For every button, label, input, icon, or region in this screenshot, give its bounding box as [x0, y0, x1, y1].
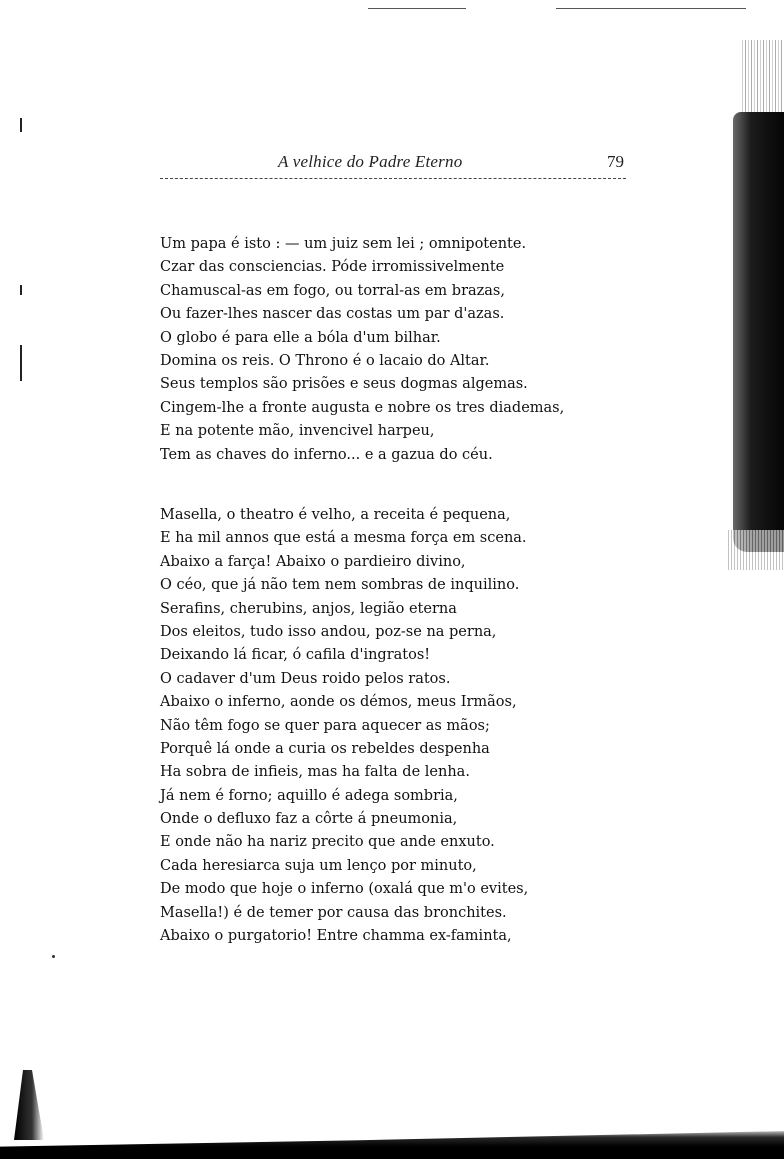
verse-line: Porquê lá onde a curia os rebeldes despenha — [160, 740, 490, 757]
scan-speck — [52, 955, 55, 958]
verse-line: Dos eleitos, tudo isso andou, poz-se na perna, — [160, 623, 497, 640]
verse-line: Czar das consciencias. Póde irromissivelmente — [160, 259, 505, 276]
verse-line: Já nem é forno; aquillo é adega sombria, — [160, 787, 458, 804]
verse-line: Chamuscal-as em fogo, ou torral-as em brazas, — [160, 282, 505, 299]
verse-line: Abaixo o inferno, aonde os démos, meus Irmãos, — [160, 694, 517, 711]
binding-edge-bottom — [728, 530, 784, 570]
verse-line: O globo é para elle a bóla d'um bilhar. — [160, 329, 441, 346]
verse-line: Seus templos são prisões e seus dogmas algemas. — [160, 376, 528, 393]
verse-line: Cingem-lhe a fronte augusta e nobre os tres diademas, — [160, 399, 565, 416]
verse-line: Deixando lá ficar, ó cafila d'ingratos! — [160, 647, 431, 664]
scan-speck — [20, 118, 22, 132]
verse-line: O céo, que já não tem nem sombras de inquilino. — [160, 577, 520, 594]
verse-line: Abaixo o purgatorio! Entre chamma ex-faminta, — [160, 928, 512, 945]
scan-speck — [20, 285, 22, 295]
verse-line: E onde não ha nariz precito que ande enxuto. — [160, 834, 495, 851]
binding-edge-top — [742, 40, 784, 120]
top-rule-right — [556, 8, 746, 9]
verse-line: Domina os reis. O Throno é o lacaio do Altar. — [160, 352, 490, 369]
stanza-2 — [160, 504, 528, 948]
verse-line: Não têm fogo se quer para aquecer as mãos; — [160, 717, 490, 734]
top-rule-left — [368, 8, 466, 9]
header-rule — [160, 178, 626, 179]
verse-line: Tem as chaves do inferno... e a gazua do céu. — [160, 446, 493, 463]
verse-line: Abaixo a farça! Abaixo o pardieiro divino, — [160, 553, 466, 570]
verse-line: Masella!) é de temer por causa das bronchites. — [160, 904, 507, 921]
stanza-1 — [160, 233, 564, 467]
binding-shadow — [733, 112, 784, 552]
binding-corner-shadow — [14, 1070, 44, 1140]
verse-line: E na potente mão, invencivel harpeu, — [160, 423, 435, 440]
verse-line: E ha mil annos que está a mesma força em scena. — [160, 530, 527, 547]
running-title: A velhice do Padre Eterno — [278, 152, 463, 171]
scan-speck — [20, 345, 22, 381]
verse-line: Um papa é isto : — um juiz sem lei ; omnipotente. — [160, 236, 527, 252]
verse-line: Ha sobra de infieis, mas ha falta de lenha. — [160, 764, 470, 781]
page-bottom-edge — [0, 1128, 784, 1159]
verse-line: O cadaver d'um Deus roido pelos ratos. — [160, 670, 451, 687]
page-number: 79 — [607, 152, 624, 171]
verse-line: Cada heresiarca suja um lenço por minuto, — [160, 857, 477, 874]
verse-line: Serafins, cherubins, anjos, legião eterna — [160, 600, 457, 617]
verse-line: Masella, o theatro é velho, a receita é pequena, — [160, 507, 511, 523]
verse-line: Ou fazer-lhes nascer das costas um par d'azas. — [160, 306, 505, 323]
verse-line: De modo que hoje o inferno (oxalá que m'o evites, — [160, 881, 529, 898]
verse-line: Onde o defluxo faz a côrte á pneumonia, — [160, 811, 458, 828]
